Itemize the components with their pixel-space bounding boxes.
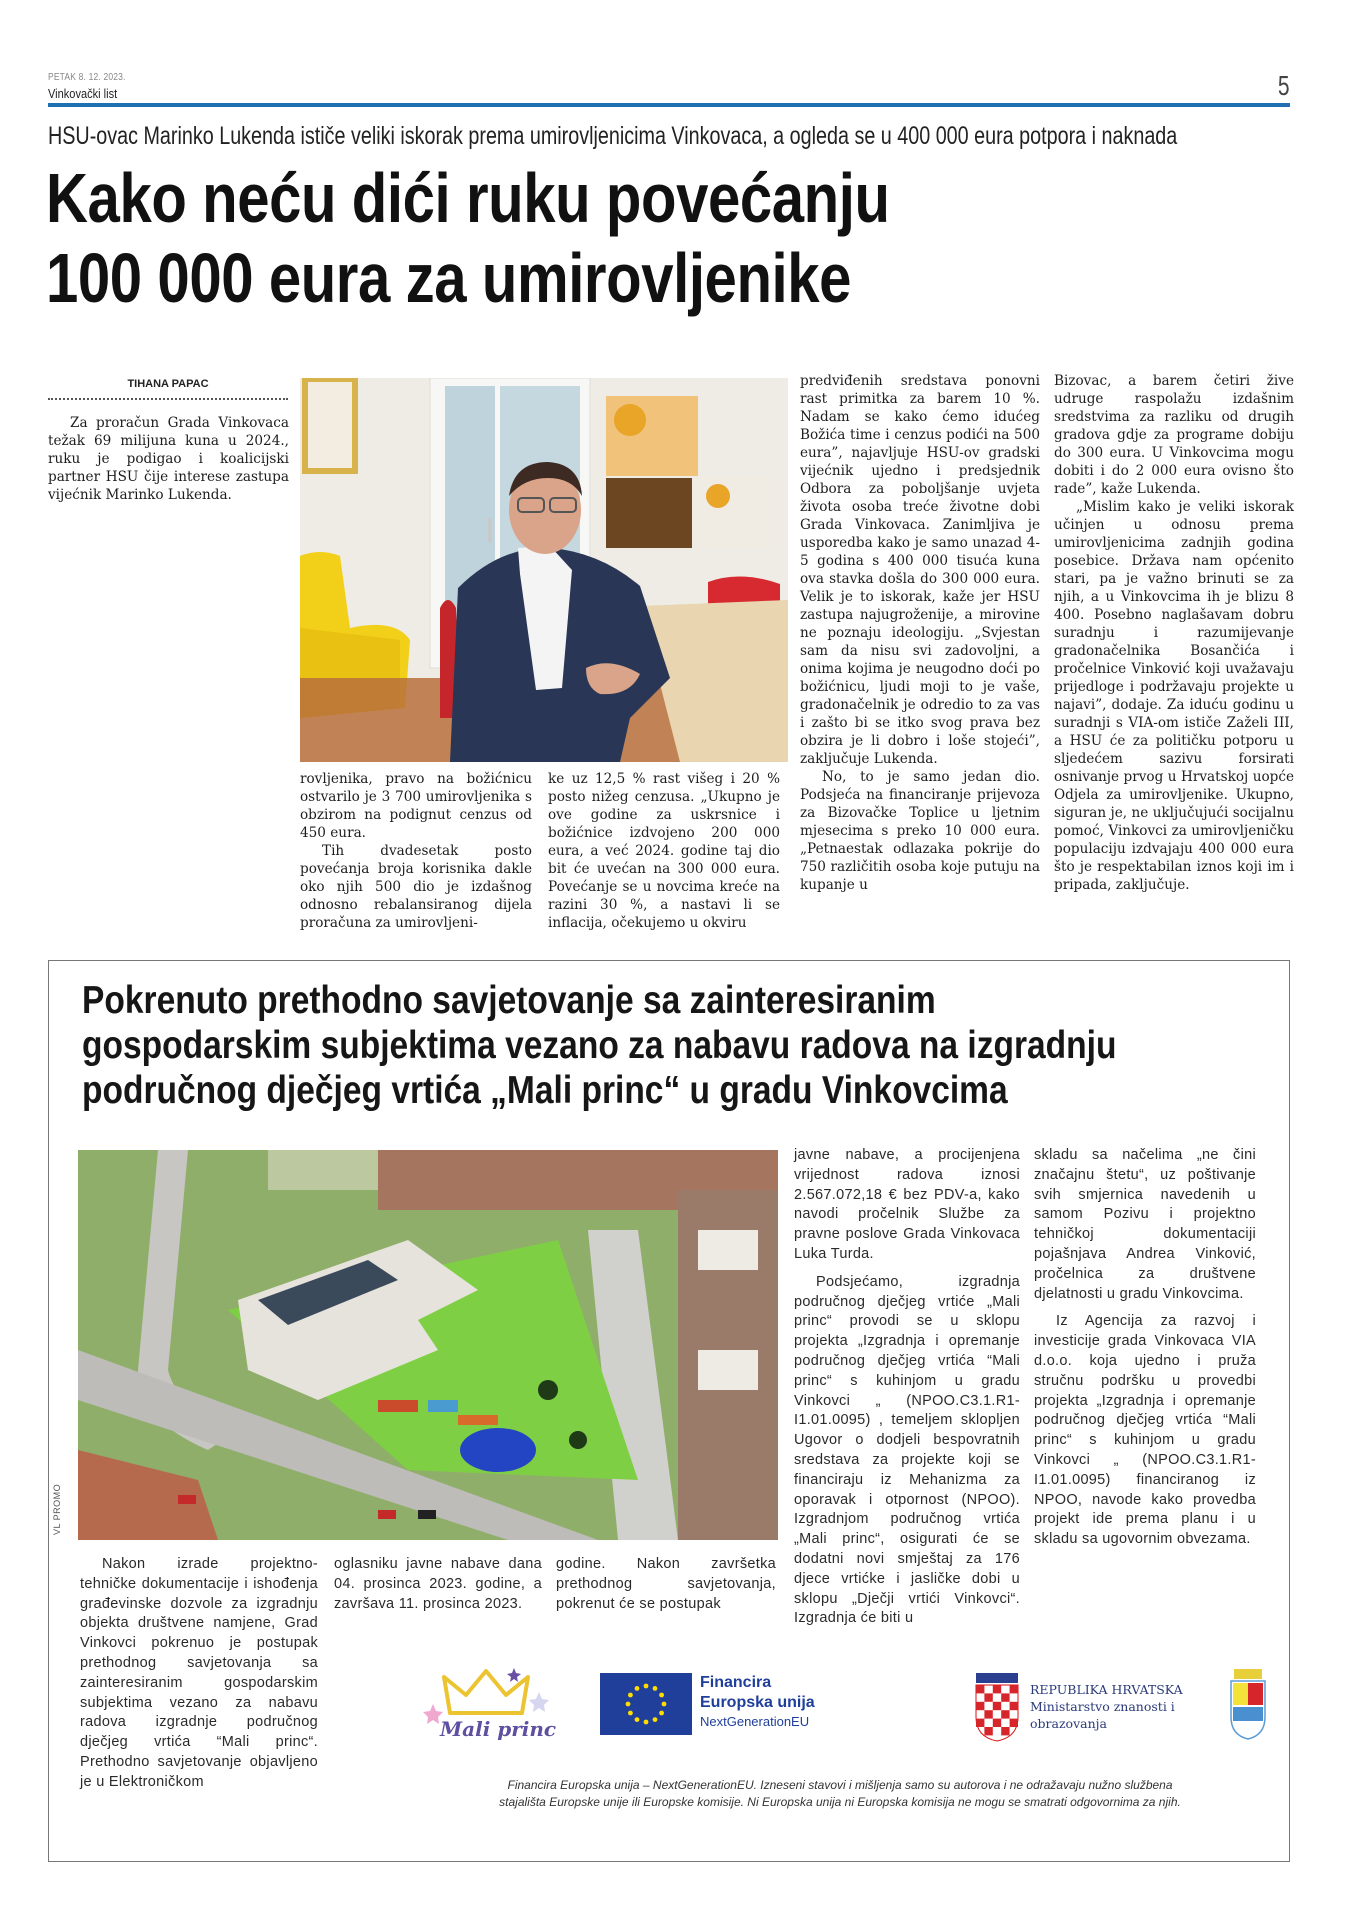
aerial-rendering-illustration (78, 1150, 778, 1540)
promo-column-4 (794, 1146, 1020, 1637)
byline: TIHANA PAPAC (127, 378, 209, 390)
paragraph: predviđenih sredstava ponovni rast primitka za barem 10 %. Nadam se kako ćemo idućeg Božića time i cenzus podići na 500 eura”, najavljuje HSU-ov gradski vijećnik ujedno i predsjednik Odbora za poboljšanje uvjeta života osoba treće životne dobi Grada Vinkovaca. Zanimljiva je usporedba kako je samo unazad 4-5 godina s 400 000 tisuća kuna ova stavka došla do 300 000 eura. Velik je to iskorak, kaže jer HSU zastupa najugroženije, a mirovine ne poznaju ideologiju. „Svjestan sam da nisu svi zadovoljni, a onima kojima je neugodno doći po božićnicu, ljudi moji to je vaše, gradonačelnik je odredio to za vas i zašto bi se itko svog prava bez obzira je li dobro i loše stojeći”, zaključuje Lukenda. (800, 373, 1040, 767)
city-crest-icon (1228, 1667, 1268, 1741)
eu-star (635, 1717, 640, 1722)
eu-star (626, 1702, 631, 1707)
eu-star (653, 1717, 658, 1722)
article-photo-kindergarten (78, 1150, 778, 1540)
article-headline (46, 158, 1125, 318)
masthead (48, 70, 1290, 106)
mali-princ-wordmark: Mali princ (440, 1717, 557, 1741)
checker-square (976, 1702, 984, 1710)
paragraph: Za proračun Grada Vinkovaca težak 69 milijuna kuna u 2024., ruku je podigao i koalicijski partner HSU čije interese zastupa vijećnik Marinko Lukenda. (48, 415, 289, 503)
paragraph: Iz Agencija za razvoj i investicije grada Vinkovaca VIA d.o.o. koja ujedno i pruža stručnu podršku u provedbi projekta „Izgradnja i opremanje područnog dječjeg vrtića “Mali princ“ s kuhinjom u gradu Vinkovci „ (NPOO.C3.1.R1-I1.01.0095) financiranog iz NPOO, navode kako provedba projekt ide prema planu i u skladu sa ugovornim obvezama. (1034, 1313, 1256, 1548)
byline-divider (48, 398, 288, 400)
promo-column-5 (1034, 1146, 1256, 1558)
checker-square (984, 1693, 992, 1701)
article-photo-lukenda (300, 378, 788, 762)
paragraph: javne nabave, a procijenjena vrijednost radova iznosi 2.567.072,18 € bez PDV-a, kako navodi pročelnik Službe za pravne poslove Grada Vinkovaca Luka Turda. (794, 1147, 1020, 1262)
paragraph: ke uz 12,5 % rast višeg i 20 % posto nižeg cenzusa. „Ukupno je ove godine za uskrsnice i božićnice izdvojeno 200 000 eura, a već 2024. godine taj dio bit će uvećan na 300 000 eura. Povećanje se u novcima kreće na razini 30 %, a nastavi li se inflacija, očekujemo u okviru (548, 771, 780, 931)
ministry-text-line: Ministarstvo znanosti i (1030, 1699, 1175, 1714)
paragraph: „Mislim kako je veliki iskorak učinjen u odnosu prema umirovljenicima zadnjih godina posebice. Država nam općenito stari, pa je važno brinuti se za njih, a u Vinkovcima ih je blizu 8 400. Posebno naglašavam dobru suradnju i razumijevanje gradonačelnika Bosančića i pročelnice Vinković koji uvažavaju prijedloge i podržavaju projekte u najavi”, dodaje. Za iduću godinu u suradnji s VIA-om ističe Zaželi III, a HSU će za političku potporu u sljedećem sazivu forsirati osnivanje prvog u Hrvatskoj uopće Odjela za umirovljenike. Ukupno, siguran je, ne uključujući socijalnu pomoć, Vinkovci za umirovljeničku populaciju izdvajaju 400 000 eura što je respektabilan iznos koji im i pripada, zaključuje. (1054, 499, 1294, 893)
title-line: Pokrenuto prethodno savjetovanje sa zainteresiranim (82, 979, 936, 1022)
article-column-1 (48, 414, 289, 504)
mali-princ-logo (420, 1665, 560, 1755)
eu-flag-icon (600, 1673, 692, 1735)
checker-square (1001, 1710, 1009, 1718)
eu-star (659, 1711, 664, 1716)
checker-square (1001, 1693, 1009, 1701)
paragraph: skladu sa načelima „ne čini značajnu štetu“, uz poštivanje svih smjernica navedenih u samom Pozivu i projektno tehničkoj dokumentaciji pojašnjava Andrea Vinković, pročelnica za društvene djelatnosti u gradu Vinkovcima. (1034, 1147, 1256, 1302)
page-number: 5 (1278, 70, 1290, 101)
photo-credit: VL PROMO (52, 1483, 62, 1535)
article-column-4 (800, 372, 1040, 894)
newspaper-name: Vinkovački list (48, 86, 118, 101)
promo-column-3 (556, 1555, 776, 1622)
headline-line: Kako neću dići ruku povećanju (46, 159, 890, 237)
checker-square (1010, 1702, 1018, 1710)
title-line: gospodarskim subjektima vezano za nabavu radova na izgradnju (82, 1024, 1117, 1067)
title-line: područnog dječjeg vrtića „Mali princ“ u gradu Vinkovcima (82, 1069, 1008, 1112)
article-column-2 (300, 770, 532, 932)
eu-text-line: NextGenerationEU (700, 1714, 810, 1729)
eu-star (644, 1720, 649, 1725)
masthead-rule (48, 103, 1290, 107)
promo-column-2 (334, 1555, 542, 1622)
paragraph: oglasniku javne nabave dana 04. prosinca 2023. godine, a završava 11. prosinca 2023. (334, 1556, 542, 1612)
checker-square (1010, 1719, 1018, 1727)
issue-date: PETAK 8. 12. 2023. (48, 72, 126, 83)
checker-square (993, 1702, 1001, 1710)
paragraph: Tih dvadesetak posto povećanja broja korisnika dakle oko njih 500 dio je izdašnog odnosno rebalansiranog dijela proračuna za umirovljeni- (300, 843, 532, 931)
office-portrait-illustration (300, 378, 788, 762)
crown-icon (420, 1665, 560, 1725)
ministry-logo (972, 1671, 1212, 1741)
paragraph: No, to je samo jedan dio. Podsjeća na financiranje prijevoza za Bizovačke Toplice u ljetnim mjesecima s preko 10 000 eura. „Petnaestak odlazaka pokrije do 750 različitih osoba koje putuju na kupanje u (800, 769, 1040, 893)
checker-square (1010, 1685, 1018, 1693)
checker-square (976, 1719, 984, 1727)
eu-star (659, 1693, 664, 1698)
eu-star (628, 1711, 633, 1716)
article-kicker: HSU-ovac Marinko Lukenda ističe veliki iskorak prema umirovljenicima Vinkovaca, a ogleda se u 400 000 eura potpora i naknada (48, 122, 1178, 150)
promo-column-1 (80, 1555, 318, 1801)
checker-square (993, 1719, 1001, 1727)
checker-square (1001, 1727, 1009, 1735)
croatian-coat-of-arms-icon (972, 1671, 1022, 1743)
paragraph: Nakon izrade projektno-tehničke dokumentacije i ishođenja građevinske dozvole za izgradnju objekta društvene namjene, Grad Vinkovci pokrenuo je postupak prethodnog savjetovanja sa zainteresiranim gospodarskim subjektima vezano za nabavu radova izgradnje područnog dječjeg vrtića “Mali princ“. Prethodno savjetovanje objavljeno je u Elektroničkom (80, 1556, 318, 1790)
eu-text-line: Europska unija (700, 1694, 815, 1711)
article-column-3 (548, 770, 780, 932)
disclaimer-line: stajališta Europske unije ili Europske komisije. Ni Europska unija ni Europska komisija ne mogu se smatrati odgovornima za njih. (499, 1795, 1181, 1809)
headline-line: 100 000 eura za umirovljenike (46, 239, 852, 317)
paragraph: Bizovac, a barem četiri žive udruge raspolažu izdašnim sredstvima za razliku od drugih gradova gdje za programe dobiju do 300 eura. U Vinkovcima mogu dobiti i do 2 000 eura ovisno što rade”, kaže Lukenda. (1054, 373, 1294, 497)
eu-star (635, 1686, 640, 1691)
promo-article-title (82, 978, 1140, 1113)
paragraph: rovljenika, pravo na božićnicu ostvarilo je 3 700 umirovljenika s obzirom na podignut cenzus od 450 eura. (300, 771, 532, 841)
vinkovci-coat-of-arms (1228, 1667, 1268, 1741)
eu-star (653, 1686, 658, 1691)
eu-text-line: Financira (700, 1674, 772, 1691)
disclaimer-line: Financira Europska unija – NextGenerationEU. Izneseni stavovi i mišljenja samo su autorova i ne odražavaju nužno službena (507, 1778, 1173, 1792)
eu-nextgeneration-logo (600, 1673, 920, 1737)
paragraph: godine. Nakon završetka prethodnog savjetovanja, pokrenut će se postupak (556, 1556, 776, 1612)
eu-star (628, 1693, 633, 1698)
eu-disclaimer (400, 1777, 1280, 1811)
checker-square (993, 1685, 1001, 1693)
paragraph: Podsjećamo, izgradnja područnog dječjeg vrtiće „Mali princ“ provodi se u sklopu projekta „Izgradnja i opremanje područnog dječjeg vrtića “Mali princ“ s kuhinjom u gradu Vinkovci „ (NPOO.C3.1.R1-I1.01.0095) , temeljem sklopljen Ugovor o dodjeli bespovratnih sredstava za projekte koji se financiraju iz Mehanizma za oporavak i otpornost (NPOO). Izgradnjom područnog vrtića „Mali princ“, osigurati će se dodatni novi smještaj za 176 djece vrtićke i jasličke dobi u sklopu „Dječji vrtići Vinkovci“. Izgradnja će biti u (794, 1273, 1020, 1627)
eu-star (644, 1684, 649, 1689)
ministry-text-line: obrazovanja (1030, 1716, 1107, 1731)
eu-star (662, 1702, 667, 1707)
checker-square (976, 1685, 984, 1693)
article-column-5 (1054, 372, 1294, 894)
checker-square (984, 1727, 992, 1735)
funding-logos (420, 1665, 1280, 1755)
ministry-text-line: REPUBLIKA HRVATSKA (1030, 1682, 1183, 1697)
checker-square (984, 1710, 992, 1718)
